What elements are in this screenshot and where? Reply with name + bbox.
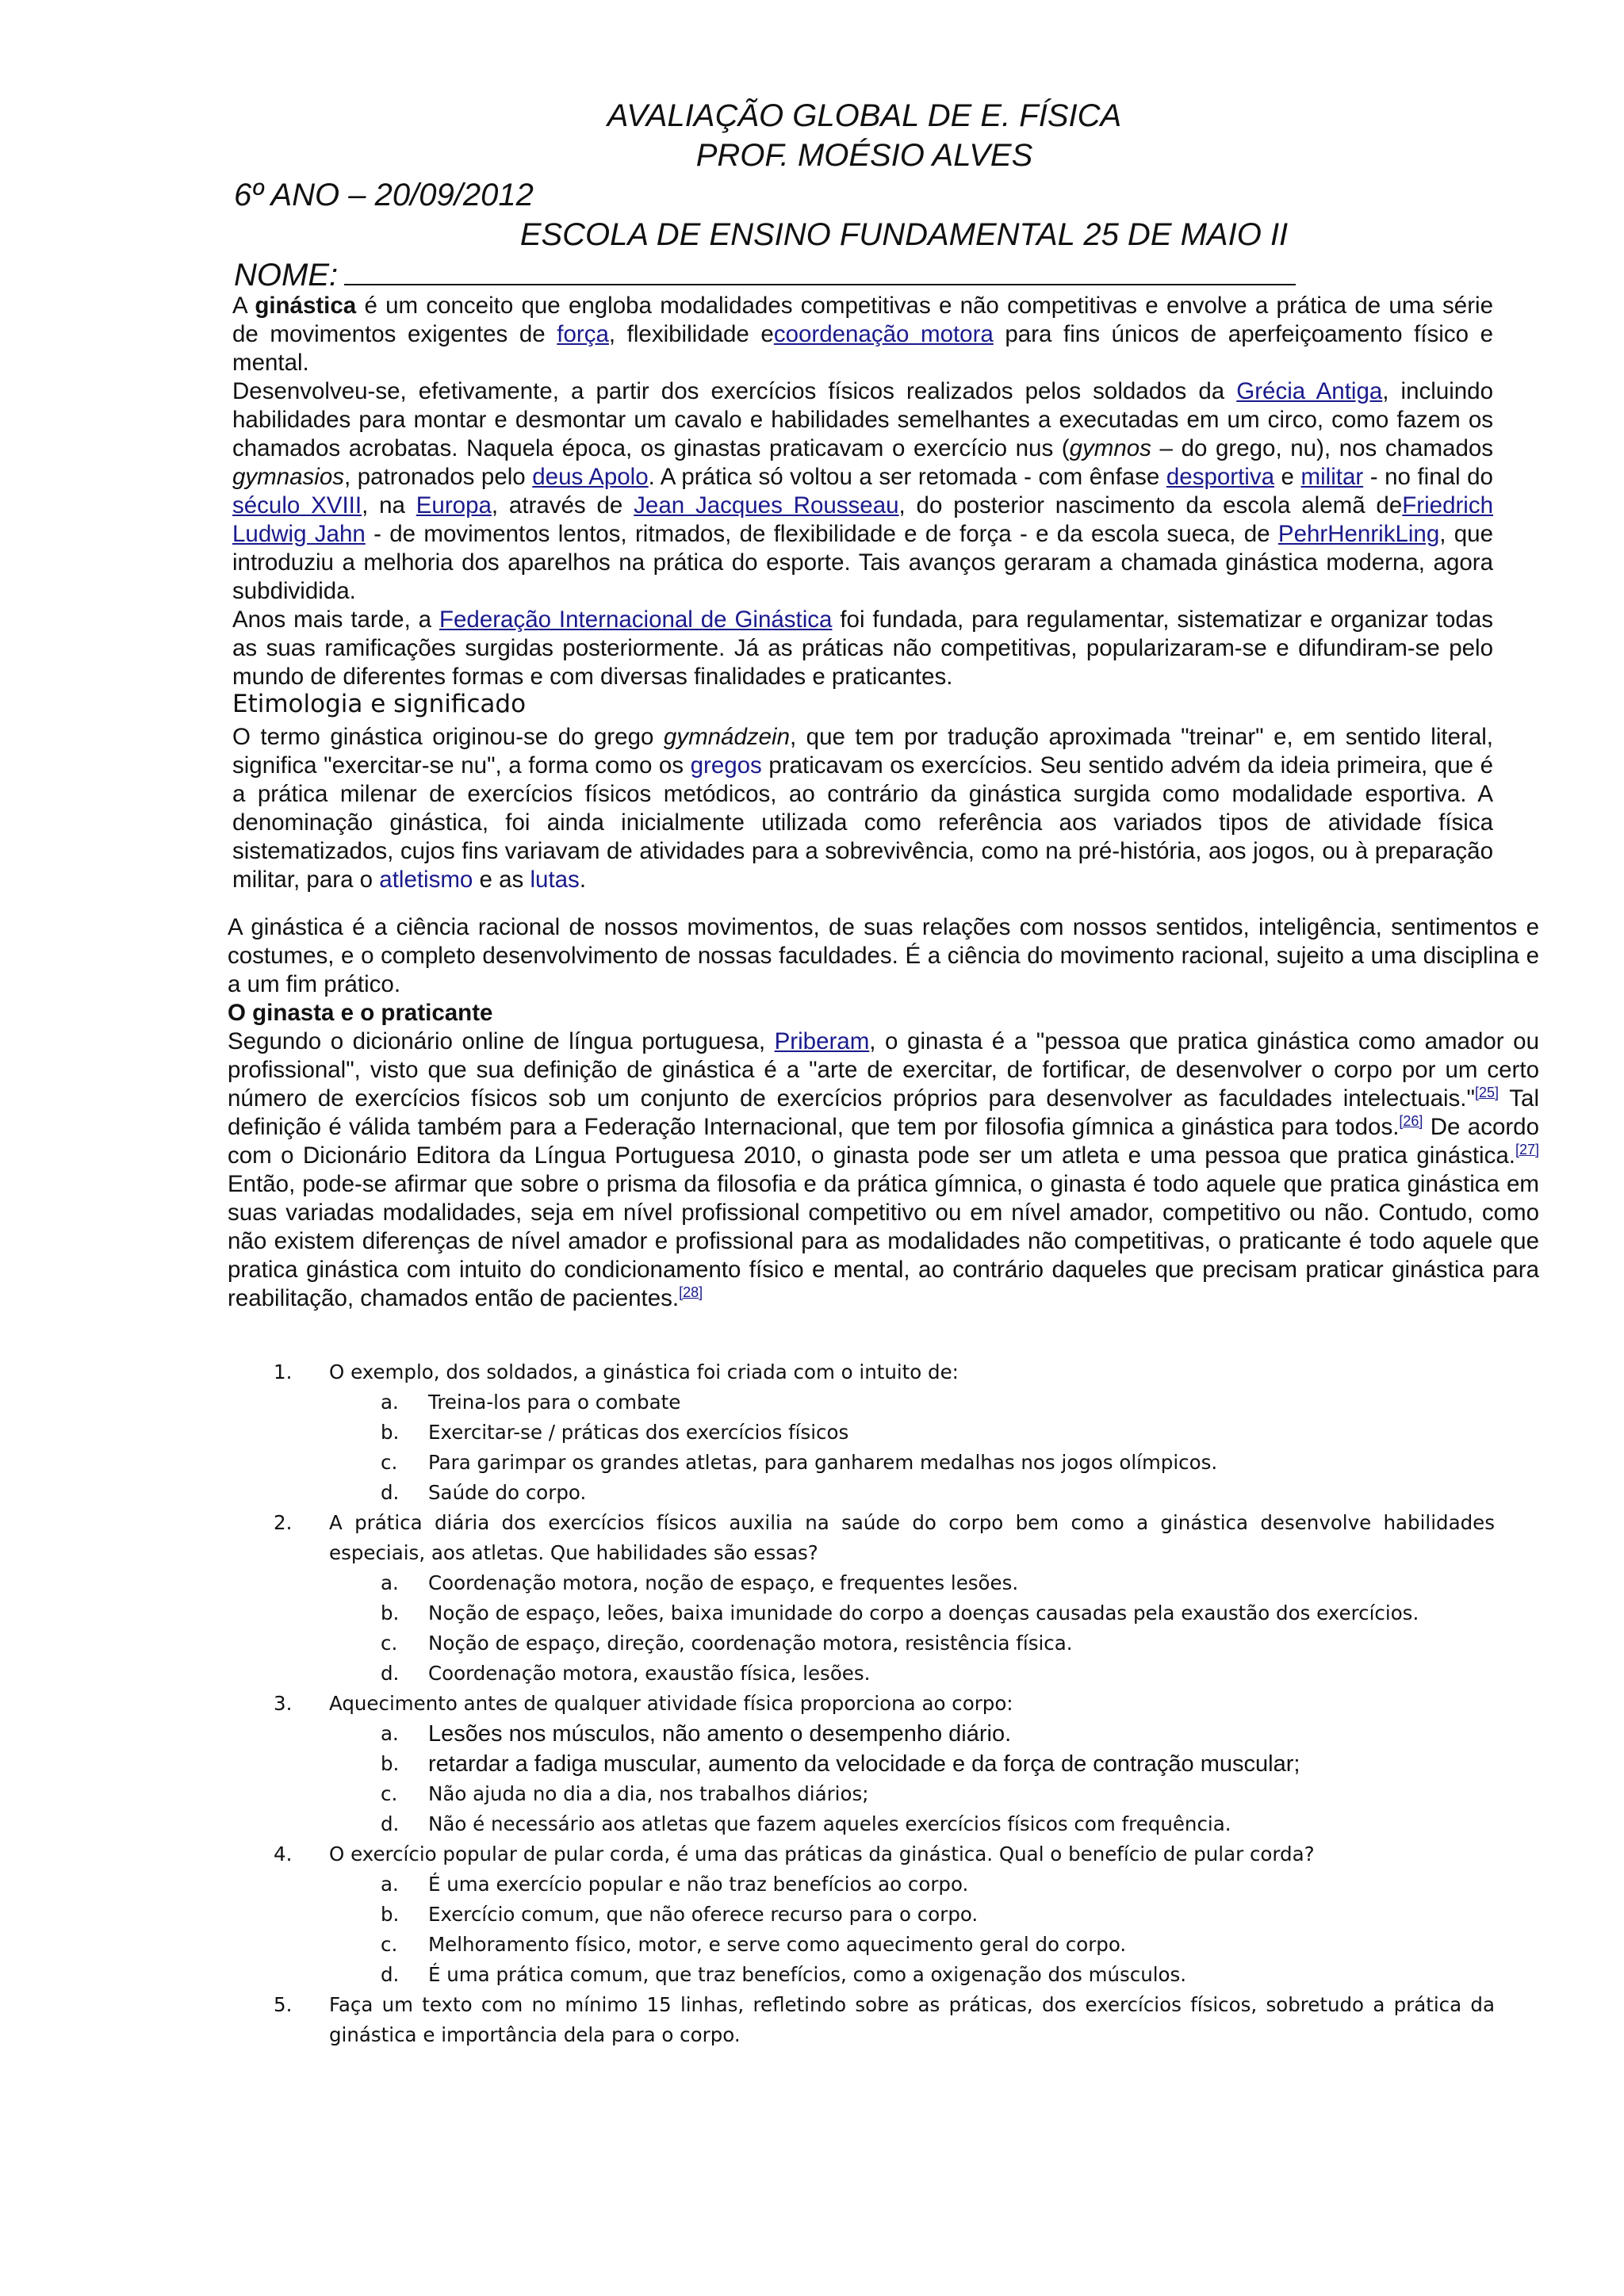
option-4d[interactable]: d. É uma prática comum, que traz benefícios, como a oxigenação dos músculos. xyxy=(381,1963,1187,1986)
school-name: ESCOLA DE ENSINO FUNDAMENTAL 25 DE MAIO II xyxy=(519,217,1289,252)
option-1c[interactable]: c. Para garimpar os grandes atletas, para ganharem medalhas nos jogos olímpicos. xyxy=(381,1451,1218,1474)
name-field[interactable] xyxy=(234,255,1296,294)
option-4a[interactable]: a. É uma exercício popular e não traz benefícios ao corpo. xyxy=(381,1873,969,1896)
name-label: NOME: xyxy=(234,258,339,293)
link-lutas[interactable]: lutas xyxy=(530,867,580,893)
link-seculo-xviii[interactable]: século XVIII xyxy=(232,492,362,519)
paragraph-etymology: O termo ginástica originou-se do grego gymnádzein, que tem por tradução aproximada "treinar" e, em sentido literal, significa "exercitar-se nu", a forma como os gregos praticavam os exercícios. Seu sentido advém da ideia primeira, que é a prática milenar de exercícios físicos metódicos, ao contrário da ginástica surgida como modalidade esportiva. A denominação ginástica, foi ainda inicialmente utilizada como referência aos variados tipos de atividade física sistematizados, cujos fins variavam de atividades para a sobrevivência, como na pré-história, aos jogos, ou à preparação militar, para o atletismo e as lutas. xyxy=(232,724,1494,893)
link-rousseau[interactable]: Jean Jacques Rousseau xyxy=(634,492,899,519)
heading-etimologia: Etimologia e significado xyxy=(232,690,527,718)
option-3a[interactable]: a. Lesões nos músculos, não amento o desempenho diário. xyxy=(381,1721,1012,1747)
option-4b[interactable]: b. Exercício comum, que não oferece recurso para o corpo. xyxy=(381,1903,979,1926)
option-1a[interactable]: a. Treina-los para o combate xyxy=(381,1391,681,1414)
ref-27[interactable]: [27] xyxy=(1515,1142,1539,1158)
etymology-section xyxy=(232,723,1493,894)
ref-26[interactable]: [26] xyxy=(1399,1113,1423,1130)
teacher-name: PROF. MOÉSIO ALVES xyxy=(695,138,1033,173)
link-jahn[interactable]: Friedrich Ludwig Jahn xyxy=(232,492,1494,547)
heading-ginasta: O ginasta e o praticante xyxy=(228,1000,493,1026)
question-5: 5. Faça um texto com no mínimo 15 linhas, refletindo sobre as práticas, dos exercícios físicos, sobretudo a prática da ginástica e importância dela para o corpo. xyxy=(274,1993,1495,2046)
link-atletismo[interactable]: atletismo xyxy=(379,867,473,893)
science-section xyxy=(228,913,1539,1313)
grade-date: 6º ANO – 20/09/2012 xyxy=(234,178,534,212)
question-4: 4. O exercício popular de pular corda, é uma das práticas da ginástica. Qual o benefício de pular corda? xyxy=(274,1843,1315,1866)
name-blank-line[interactable] xyxy=(344,255,1296,285)
option-3b[interactable]: b. retardar a fadiga muscular, aumento da velocidade e da força de contração muscular; xyxy=(381,1751,1300,1777)
link-priberam[interactable]: Priberam xyxy=(774,1028,870,1054)
link-gregos[interactable]: gregos xyxy=(690,752,762,779)
option-2d[interactable]: d. Coordenação motora, exaustão física, lesões. xyxy=(381,1662,871,1685)
ref-25[interactable]: [25] xyxy=(1474,1085,1500,1101)
question-2: 2. A prática diária dos exercícios físicos auxilia na saúde do corpo bem como a ginástica desenvolve habilidades especiais, aos atletas. Que habilidades são essas? xyxy=(274,1511,1495,1564)
link-deus-apolo[interactable]: deus Apolo xyxy=(532,464,649,490)
link-europa[interactable]: Europa xyxy=(416,492,492,519)
ref-28[interactable]: [28] xyxy=(679,1284,703,1301)
page-title: AVALIAÇÃO GLOBAL DE E. FÍSICA xyxy=(607,98,1122,133)
paragraph-definition: A ginástica é um conceito que engloba modalidades competitivas e não competitivas e envolve a prática de uma série de movimentos exigentes de força, flexibilidade ecoordenação motora para fins únicos de aperfeiçoamento físico e mental. xyxy=(232,293,1493,376)
link-forca[interactable]: força xyxy=(557,321,609,347)
link-grecia-antiga[interactable]: Grécia Antiga xyxy=(1236,378,1383,404)
question-list xyxy=(274,1357,1495,2050)
link-militar[interactable]: militar xyxy=(1300,464,1364,490)
option-1d[interactable]: d. Saúde do corpo. xyxy=(381,1481,587,1504)
option-3d[interactable]: d. Não é necessário aos atletas que fazem aqueles exercícios físicos com frequência. xyxy=(381,1812,1231,1835)
option-4c[interactable]: c. Melhoramento físico, motor, e serve como aquecimento geral do corpo. xyxy=(381,1933,1127,1956)
link-coordenacao-motora[interactable]: coordenação motora xyxy=(773,321,994,347)
option-3c[interactable]: c. Não ajuda no dia a dia, nos trabalhos diários; xyxy=(381,1782,869,1805)
link-federacao[interactable]: Federação Internacional de Ginástica xyxy=(439,607,833,633)
paragraph-history: Desenvolveu-se, efetivamente, a partir dos exercícios físicos realizados pelos soldados da Grécia Antiga, incluindo habilidades para montar e desmontar um cavalo e habilidades semelhantes a executadas em um circo, como fazem os chamados acrobatas. Naquela época, os ginastas praticavam o exercício nus (gymnos – do grego, nu), nos chamados gymnasios, patronados pelo deus Apolo. A prática só voltou a ser retomada - com ênfase desportiva e militar - no final do século XVIII, na Europa, através de Jean Jacques Rousseau, do posterior nascimento da escola alemã deFriedrich Ludwig Jahn - de movimentos lentos, ritmados, de flexibilidade e de força - e da escola sueca, de PehrHenrikLing, que introduziu a melhoria dos aparelhos na prática do esporte. Tais avanços geraram a chamada ginástica moderna, agora subdividida. xyxy=(232,378,1494,604)
option-2a[interactable]: a. Coordenação motora, noção de espaço, e frequentes lesões. xyxy=(381,1571,1019,1594)
option-2b[interactable]: b. Noção de espaço, leões, baixa imunidade do corpo a doenças causadas pela exaustão dos exercícios. xyxy=(381,1601,1419,1624)
paragraph-ginasta: Segundo o dicionário online de língua portuguesa, Priberam, o ginasta é a "pessoa que pratica ginástica como amador ou profissional", visto que sua definição de ginástica é a "arte de exercitar, de fortificar, de desenvolver o corpo por um certo número de exercícios físicos sob um conjunto de exercícios próprios para desenvolver as faculdades intelectuais."[25] Tal definição é válida também para a Federação Internacional, que tem por filosofia gímnica a ginástica para todos.[26] De acordo com o Dicionário Editora da Língua Portuguesa 2010, o ginasta pode ser um atleta e uma pessoa que pratica ginástica.[27] Então, pode-se afirmar que sobre o prisma da filosofia e da prática gímnica, o ginasta é todo aquele que pratica ginástica em suas variadas modalidades, seja em nível profissional competitivo ou em nível amador, competitivo ou não. Contudo, como não existem diferenças de nível amador e profissional para as modalidades não competitivas, o praticante é todo aquele que pratica ginástica com intuito do condicionamento físico e mental, ao contrário daqueles que precisam praticar ginástica para reabilitação, chamados então de pacientes.[28] xyxy=(228,1028,1539,1311)
question-3: 3. Aquecimento antes de qualquer atividade física proporciona ao corpo: xyxy=(274,1692,1013,1715)
option-1b[interactable]: b. Exercitar-se / práticas dos exercícios físicos xyxy=(381,1421,849,1444)
paragraph-federation: Anos mais tarde, a Federação Internacional de Ginástica foi fundada, para regulamentar, sistematizar e organizar todas as suas ramificações surgidas posteriormente. Já as práticas não competitivas, popularizaram-se e difundiram-se pelo mundo de diferentes formas e com diversas finalidades e praticantes. xyxy=(232,607,1493,690)
intro-section xyxy=(232,292,1493,691)
question-1: 1. O exemplo, dos soldados, a ginástica foi criada com o intuito de: xyxy=(274,1360,959,1383)
option-2c[interactable]: c. Noção de espaço, direção, coordenação motora, resistência física. xyxy=(381,1632,1073,1655)
link-ling[interactable]: PehrHenrikLing xyxy=(1277,521,1440,547)
paragraph-science: A ginástica é a ciência racional de nossos movimentos, de suas relações com nossos sentidos, inteligência, sentimentos e costumes, e o completo desenvolvimento de nossas faculdades. É a ciência do movimento racional, sujeito a uma disciplina e a um fim prático. xyxy=(228,914,1539,997)
link-desportiva[interactable]: desportiva xyxy=(1166,464,1274,490)
